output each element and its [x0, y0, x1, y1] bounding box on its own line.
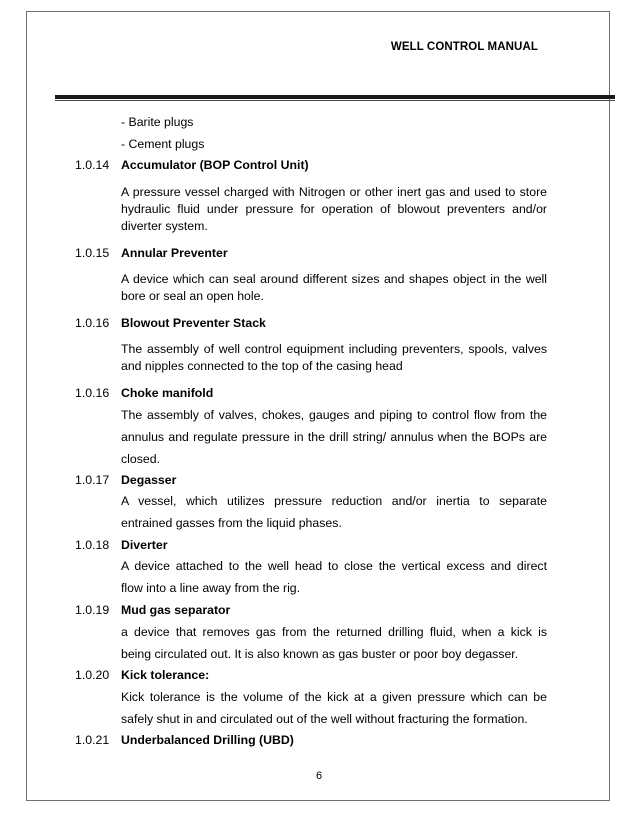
page-number: 6: [315, 770, 323, 782]
bullet-item: - Cement plugs: [121, 137, 205, 151]
entry-text-line: The assembly of well control equipment including preventers, spools, valves: [121, 342, 547, 356]
page-border: [26, 11, 610, 801]
entry-text-line: Kick tolerance is the volume of the kick at a given pressure which can be: [121, 690, 547, 704]
entry-number: 1.0.14: [75, 158, 110, 172]
entry-text-line: a device that removes gas from the returned drilling fluid, when a kick is: [121, 625, 547, 639]
entry-number: 1.0.20: [75, 668, 110, 682]
entry-text-line: being circulated out. It is also known as gas buster or poor boy degasser.: [121, 647, 519, 661]
entry-number: 1.0.21: [75, 733, 110, 747]
entry-number: 1.0.19: [75, 603, 110, 617]
entry-number: 1.0.16: [75, 386, 110, 400]
entry-number: 1.0.15: [75, 246, 110, 260]
entry-title: Mud gas separator: [121, 603, 231, 617]
entry-text-line: closed.: [121, 452, 160, 466]
entry-title: Kick tolerance:: [121, 668, 210, 682]
entry-text-line: hydraulic fluid under pressure for operation of blowout preventers and/or: [121, 202, 547, 216]
running-header: WELL CONTROL MANUAL: [390, 41, 538, 53]
entry-title: Blowout Preventer Stack: [121, 316, 266, 330]
entry-text-line: bore or seal an open hole.: [121, 289, 264, 303]
entry-text-line: The assembly of valves, chokes, gauges and piping to control flow from the: [121, 408, 547, 422]
entry-text-line: A device attached to the well head to close the vertical excess and direct: [121, 559, 547, 573]
entry-number: 1.0.16: [75, 316, 110, 330]
entry-text-line: and nipples connected to the top of the casing head: [121, 359, 403, 373]
entry-text-line: diverter system.: [121, 219, 208, 233]
entry-text-line: annulus and regulate pressure in the drill string/ annulus when the BOPs are: [121, 430, 547, 444]
header-rule: [55, 95, 615, 99]
entry-title: Diverter: [121, 538, 168, 552]
entry-number: 1.0.18: [75, 538, 110, 552]
entry-text-line: A device which can seal around different sizes and shapes object in the well: [121, 272, 547, 286]
entry-number: 1.0.17: [75, 473, 110, 487]
entry-title: Annular Preventer: [121, 246, 228, 260]
entry-title: Underbalanced Drilling (UBD): [121, 733, 294, 747]
bullet-item: - Barite plugs: [121, 115, 194, 129]
entry-title: Degasser: [121, 473, 177, 487]
entry-text-line: entrained gasses from the liquid phases.: [121, 516, 342, 530]
entry-text-line: A pressure vessel charged with Nitrogen or other inert gas and used to store: [121, 185, 547, 199]
entry-title: Accumulator (BOP Control Unit): [121, 158, 309, 172]
entry-text-line: safely shut in and circulated out of the well without fracturing the formation.: [121, 712, 528, 726]
entry-title: Choke manifold: [121, 386, 214, 400]
entry-text-line: flow into a line away from the rig.: [121, 581, 301, 595]
entry-text-line: A vessel, which utilizes pressure reduction and/or inertia to separate: [121, 494, 547, 508]
header-rule-thin: [55, 100, 615, 101]
